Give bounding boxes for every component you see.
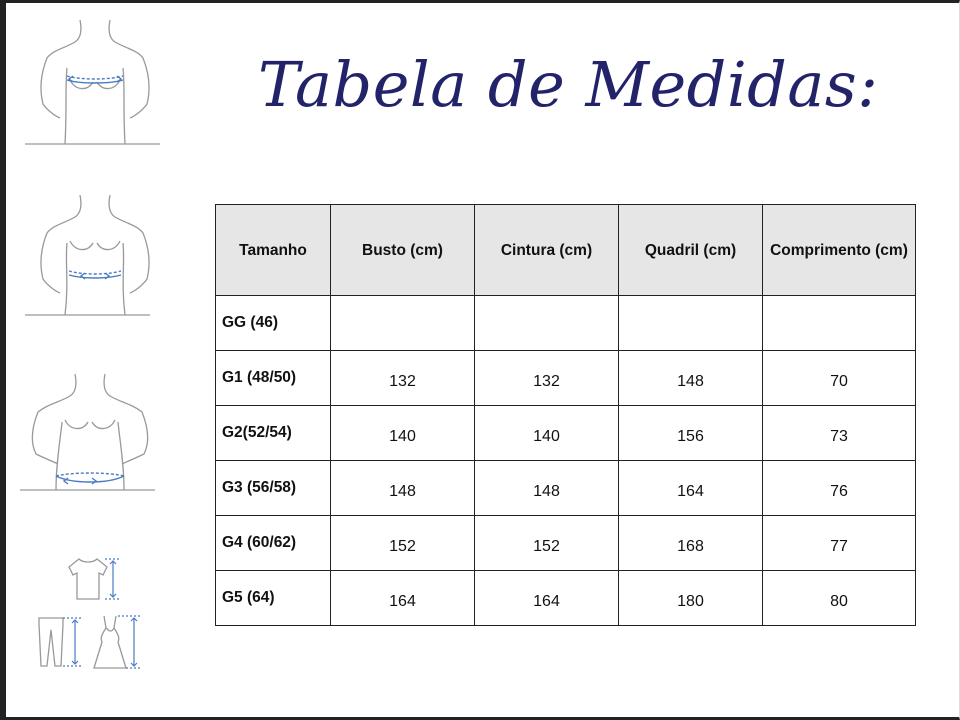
page-title: Tabela de Medidas: (258, 48, 879, 121)
hip-cell: 168 (619, 516, 763, 571)
hip-cell (619, 296, 763, 351)
pants-length-icon (35, 612, 90, 672)
table-row (216, 461, 916, 516)
table-row (216, 296, 916, 351)
waist-cell: 140 (475, 406, 619, 461)
size-cell: G4 (60/62) (216, 516, 331, 571)
hip-cell: 148 (619, 351, 763, 406)
hip-cell: 180 (619, 571, 763, 626)
table-row (216, 571, 916, 626)
table-row (216, 351, 916, 406)
dress-length-icon (92, 612, 147, 672)
length-cell: 80 (763, 571, 916, 626)
waist-cell: 148 (475, 461, 619, 516)
bust-cell: 140 (331, 406, 475, 461)
length-cell: 73 (763, 406, 916, 461)
tshirt-length-icon (65, 555, 125, 605)
length-cell: 76 (763, 461, 916, 516)
waist-cell: 152 (475, 516, 619, 571)
size-cell: G3 (56/58) (216, 461, 331, 516)
header-waist: Cintura (cm) (475, 205, 619, 296)
header-length: Comprimento (cm) (763, 205, 916, 296)
table-header-row (216, 205, 916, 296)
length-cell: 77 (763, 516, 916, 571)
bust-cell: 152 (331, 516, 475, 571)
hip-cell: 164 (619, 461, 763, 516)
bust-cell: 148 (331, 461, 475, 516)
length-cell (763, 296, 916, 351)
hip-measure-icon (20, 372, 160, 497)
waist-cell (475, 296, 619, 351)
waist-measure-icon (25, 193, 165, 318)
bust-cell: 132 (331, 351, 475, 406)
size-cell: GG (46) (216, 296, 331, 351)
table-row (216, 406, 916, 461)
size-chart-table (215, 204, 916, 626)
header-bust: Busto (cm) (331, 205, 475, 296)
waist-cell: 164 (475, 571, 619, 626)
header-hip: Quadril (cm) (619, 205, 763, 296)
bust-cell: 164 (331, 571, 475, 626)
size-cell: G5 (64) (216, 571, 331, 626)
waist-cell: 132 (475, 351, 619, 406)
size-cell: G2(52/54) (216, 406, 331, 461)
bust-cell (331, 296, 475, 351)
header-size: Tamanho (216, 205, 331, 296)
size-cell: G1 (48/50) (216, 351, 331, 406)
length-cell: 70 (763, 351, 916, 406)
hip-cell: 156 (619, 406, 763, 461)
table-row (216, 516, 916, 571)
bust-measure-icon (25, 18, 165, 148)
